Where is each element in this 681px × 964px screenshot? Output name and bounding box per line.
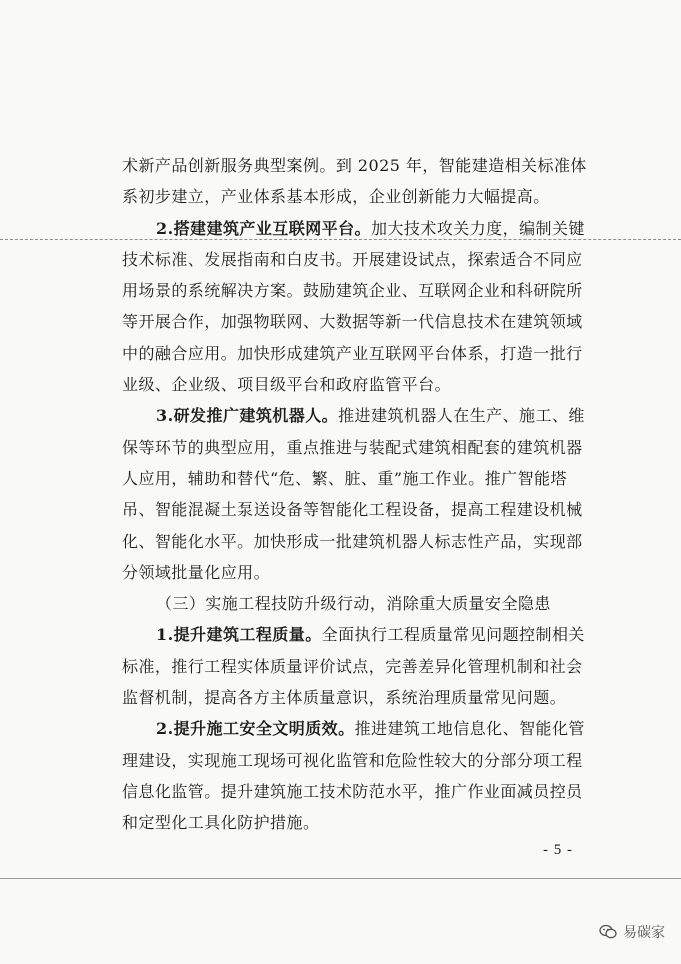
line-text: 全面执行工程质量常见问题控制相关 <box>321 625 585 645</box>
text-line <box>122 713 592 744</box>
text-line <box>122 807 592 838</box>
line-text: 等开展合作，加强物联网、大数据等新一代信息技术在建筑领域 <box>122 312 583 332</box>
section-heading: 2.提升施工安全文明质效。 <box>156 719 355 739</box>
text-line <box>122 557 592 588</box>
line-text: 推进建筑工地信息化、智能化管 <box>354 719 585 739</box>
text-line <box>122 369 592 400</box>
line-text: 加大技术攻关力度，编制关键 <box>371 218 585 238</box>
text-line <box>122 244 592 275</box>
line-text: 人应用，辅助和替代“危、繁、脏、重”施工作业。推广智能塔 <box>122 468 567 488</box>
section-heading: 1.提升建筑工程质量。 <box>156 625 322 645</box>
text-line <box>122 432 592 463</box>
text-line <box>122 150 592 181</box>
watermark <box>599 922 665 942</box>
text-line <box>122 651 592 682</box>
section-heading: 2.搭建建筑产业互联网平台。 <box>156 218 372 238</box>
text-line <box>122 463 592 494</box>
line-text: 用场景的系统解决方案。鼓励建筑企业、互联网企业和科研院所 <box>122 281 583 301</box>
text-line <box>122 745 592 776</box>
text-line <box>122 776 592 807</box>
footer-rule <box>0 878 681 879</box>
line-text: 推进建筑机器人在生产、施工、维 <box>338 406 585 426</box>
text-line <box>122 275 592 306</box>
text-line <box>122 526 592 557</box>
page-number: - 5 - <box>543 842 573 858</box>
document-body <box>122 150 592 839</box>
text-line <box>122 588 592 619</box>
section-heading: 3.研发推广建筑机器人。 <box>156 406 339 426</box>
line-text: 系初步建立，产业体系基本形成，企业创新能力大幅提高。 <box>122 187 550 207</box>
line-text: 和定型化工具化防护措施。 <box>122 813 320 833</box>
text-line <box>122 213 592 244</box>
text-line <box>122 181 592 212</box>
line-text: （三）实施工程技防升级行动，消除重大质量安全隐患 <box>156 594 551 614</box>
text-line <box>122 400 592 431</box>
line-text: 化、智能化水平。加快形成一批建筑机器人标志性产品，实现部 <box>122 531 583 551</box>
line-text: 技术标准、发展指南和白皮书。开展建设试点，探索适合不同应 <box>122 249 583 269</box>
line-text: 理建设，实现施工现场可视化监管和危险性较大的分部分项工程 <box>122 750 583 770</box>
line-text: 分领域批量化应用。 <box>122 562 271 582</box>
line-text: 信息化监管。提升建筑施工技术防范水平，推广作业面减员控员 <box>122 781 583 801</box>
line-text: 中的融合应用。加快形成建筑产业互联网平台体系，打造一批行 <box>122 343 583 363</box>
line-text: 标准，推行工程实体质量评价试点，完善差异化管理机制和社会 <box>122 656 583 676</box>
text-line <box>122 494 592 525</box>
watermark-label: 易碳家 <box>623 925 665 941</box>
text-line <box>122 682 592 713</box>
text-line <box>122 619 592 650</box>
wechat-icon <box>599 924 617 940</box>
line-text: 监督机制，提高各方主体质量意识，系统治理质量常见问题。 <box>122 688 567 708</box>
line-text: 术新产品创新服务典型案例。到 2025 年，智能建造相关标准体 <box>122 156 587 175</box>
text-line <box>122 338 592 369</box>
line-text: 保等环节的典型应用，重点推进与装配式建筑相配套的建筑机器 <box>122 437 583 457</box>
line-text: 吊、智能混凝土泵送设备等智能化工程设备，提高工程建设机械 <box>122 500 583 520</box>
text-line <box>122 306 592 337</box>
line-text: 业级、企业级、项目级平台和政府监管平台。 <box>122 375 452 395</box>
